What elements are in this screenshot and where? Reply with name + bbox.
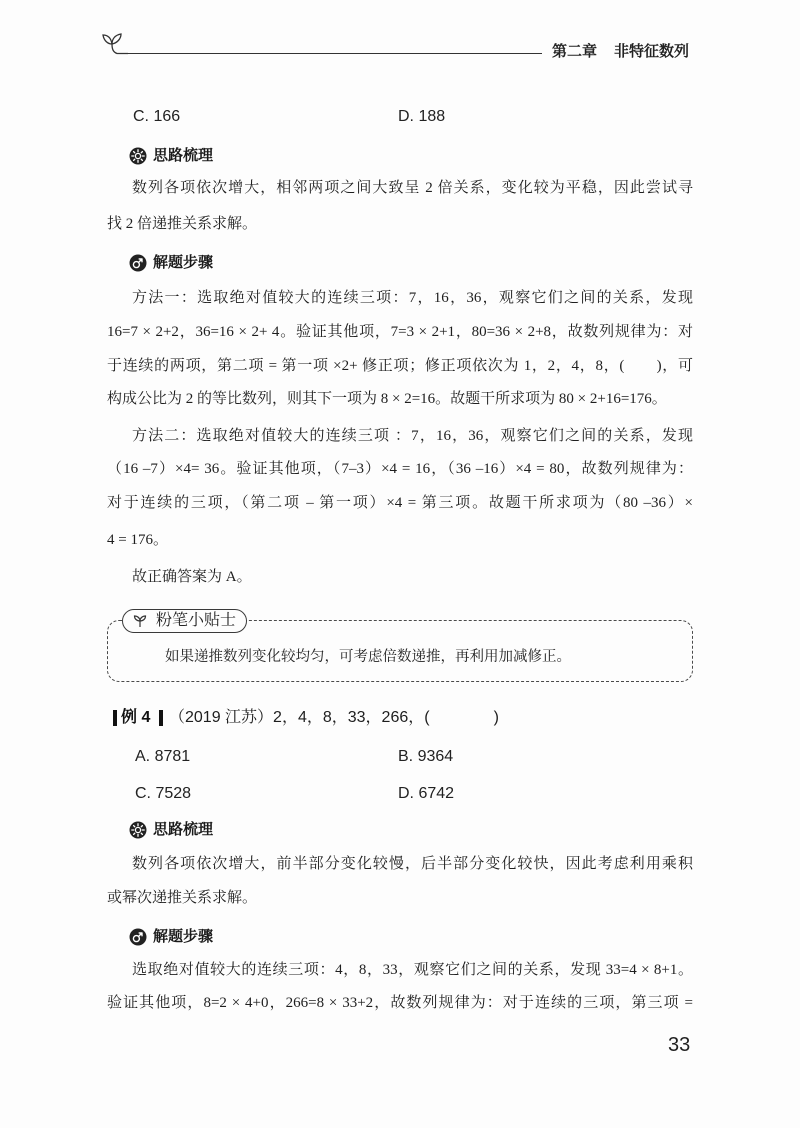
page-number: 33 [668, 1034, 691, 1056]
option-c: C. 7528 [135, 785, 192, 802]
method1-line: 方法一：选取绝对值较大的连续三项：7，16，36，观察它们之间的关系，发现 [132, 290, 693, 306]
example-tag: 例 4 [121, 709, 151, 726]
method1-line: 构成公比为 2 的等比数列，则其下一项为 8 × 2=16。故题干所求项为 80 × 2+16=176。 [107, 391, 667, 407]
tip-label: 粉笔小贴士 [156, 612, 237, 629]
gear-icon [129, 821, 147, 839]
sprout-icon [96, 28, 128, 56]
example-question [169, 708, 499, 728]
leaf-icon [132, 614, 148, 628]
method1-line: 16=7 × 2+2，36=16 × 2+ 4。验证其他项，7=3 × 2+1，80=36 × 2+8，故数列规律为：对 [107, 324, 693, 340]
analysis-line: 或幂次递推关系求解。 [107, 890, 258, 906]
solution-line: 验证其他项，8=2 × 4+0，266=8 × 33+2，故数列规律为：对于连续的三项，第三项 = [107, 995, 693, 1011]
example-sequence: 2，4，8，33，266，( ) [273, 709, 499, 726]
header-rule [126, 53, 542, 54]
analysis-heading: 思路梳理 [153, 147, 214, 164]
option-b: B. 9364 [398, 748, 454, 765]
analysis-line: 找 2 倍递推关系求解。 [107, 216, 258, 232]
solution-heading: 解题步骤 [153, 254, 214, 271]
solution-heading: 解题步骤 [153, 928, 214, 945]
method2-line: 方法二：选取绝对值较大的连续三项 ：7，16，36，观察它们之间的关系，发现 [132, 428, 693, 444]
tag-bar-right [159, 710, 163, 726]
method2-line: 4 = 176。 [107, 532, 168, 548]
method1-line: 于连续的两项，第二项 = 第一项 ×2+ 修正项；修正项依次为 1，2，4，8，( )，可 [107, 358, 693, 374]
example-source: （2019 江苏） [169, 709, 274, 726]
analysis-line: 数列各项依次增大，前半部分变化较慢，后半部分变化较快，因此考虑利用乘积 [132, 856, 693, 872]
analysis-heading: 思路梳理 [153, 821, 214, 838]
answer-line: 故正确答案为 A。 [132, 569, 252, 585]
option-c: C. 166 [133, 108, 181, 125]
option-d: D. 6742 [398, 785, 455, 802]
method2-line: （16 –7）×4= 36。验证其他项，（7–3）×4 = 16，（36 –16）×4 = 80，故数列规律为： [107, 461, 693, 477]
chapter-number: 第二章 [552, 43, 598, 60]
analysis-line: 数列各项依次增大，相邻两项之间大致呈 2 倍关系，变化较为平稳，因此尝试寻 [132, 180, 693, 196]
solution-line: 选取绝对值较大的连续三项：4，8，33，观察它们之间的关系，发现 33=4 × 8+1。 [132, 962, 693, 978]
method2-line: 对于连续的三项，（第二项 – 第一项）×4 = 第三项。故题干所求项为（80 –36）× [107, 495, 693, 511]
tag-bar-left [113, 710, 117, 726]
gear-icon [129, 147, 147, 165]
option-a: A. 8781 [135, 748, 191, 765]
tip-text: 如果递推数列变化较均匀，可考虑倍数递推，再利用加减修正。 [165, 649, 571, 665]
chapter-title: 非特征数列 [614, 43, 690, 60]
male-symbol-icon [129, 928, 147, 946]
male-symbol-icon [129, 254, 147, 272]
tip-label-pill [122, 609, 247, 633]
option-d: D. 188 [398, 108, 446, 125]
